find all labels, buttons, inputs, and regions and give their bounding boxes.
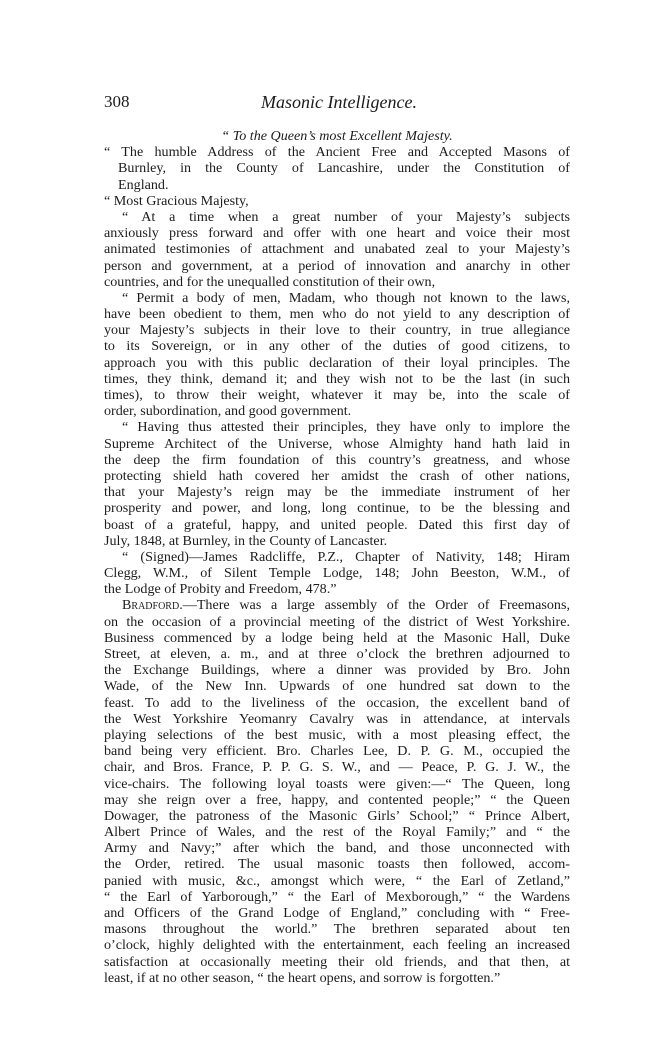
text-fragment: —There was a large assembly of the Order of Freemasons, bbox=[182, 597, 570, 614]
text-line: “ Permit a body of men, Madam, who though not known to the laws, bbox=[122, 289, 570, 306]
page-number: 308 bbox=[104, 92, 130, 111]
text-line: times, they think, demand it; and they wish not to be the last (in such bbox=[104, 370, 570, 387]
text-line: Army and Navy;” after which the band, and those unconnected with bbox=[104, 840, 570, 857]
text-line: the Exchange Buildings, where a dinner was provided by Bro. John bbox=[104, 662, 570, 679]
text-line: approach you with this public declaration of their loyal principles. The bbox=[104, 354, 570, 371]
text-line: “ Having thus attested their principles, they have only to implore the bbox=[122, 419, 570, 436]
text-line: “ the Earl of Yarborough,” “ the Earl of Mexborough,” “ the Wardens bbox=[104, 888, 570, 905]
text-line: prosperity and power, and long, long continue, to be the blessing and bbox=[104, 500, 570, 517]
text-line: countries, and for the unequalled constitution of their own, bbox=[104, 273, 436, 290]
text-line: to its Sovereign, or in any other of the duties of good citizens, to bbox=[104, 338, 570, 355]
text-line: July, 1848, at Burnley, in the County of Lancaster. bbox=[104, 532, 388, 549]
text-line: Dowager, the patroness of the Masonic Girls’ School;” “ Prince Albert, bbox=[104, 807, 570, 824]
text-line: times), to throw their weight, whatever it may be, into the scale of bbox=[104, 387, 570, 403]
text-line: Street, at eleven, a. m., and at three o’clock the brethren adjourned to bbox=[104, 646, 570, 662]
text-line: the Lodge of Probity and Freedom, 478.” bbox=[104, 581, 337, 598]
text-line: person and government, at a period of innovation and anarchy in other bbox=[104, 257, 570, 274]
text-line: have been obedient to them, men who do not yield to any description of bbox=[104, 306, 570, 323]
page-body bbox=[104, 128, 570, 986]
text-line: anxiously press forward and offer with one heart and voice their most bbox=[104, 225, 570, 242]
text-line: protecting shield hath covered her amidst the crash of other nations, bbox=[104, 467, 570, 484]
text-line: and Officers of the Grand Lodge of England,” concluding with “ Free- bbox=[104, 905, 570, 921]
text-line: may she reign over a free, happy, and contented people;” “ the Queen bbox=[104, 791, 570, 808]
text-line: Wade, of the New Inn. Upwards of one hundred sat down to the bbox=[104, 678, 570, 695]
text-line: “ Most Gracious Majesty, bbox=[104, 192, 249, 209]
text-line: chair, and Bros. France, P. P. G. S. W., and — Peace, P. G. J. W., the bbox=[104, 759, 570, 776]
text-line: band being very efficient. Bro. Charles Lee, D. P. G. M., occupied the bbox=[104, 743, 570, 760]
text-line: animated testimonies of attachment and unabated zeal to your Majesty’s bbox=[104, 241, 570, 258]
text-line: playing selections of the best music, with a most pleasing effect, the bbox=[104, 726, 570, 743]
text-line: that your Majesty’s reign may be the immediate instrument of her bbox=[104, 484, 570, 501]
text-line: panied with music, &c., amongst which were, “ the Earl of Zetland,” bbox=[104, 872, 570, 889]
address-heading: “ To the Queen’s most Excellent Majesty. bbox=[221, 128, 453, 144]
text-line: boast of a grateful, happy, and united people. Dated this first day of bbox=[104, 516, 570, 533]
text-line: least, if at no other season, “ the heart opens, and sorrow is forgotten.” bbox=[104, 969, 501, 986]
paragraph-bradford-first-line bbox=[104, 597, 570, 613]
text-line: “ At a time when a great number of your Majesty’s subjects bbox=[122, 208, 570, 225]
text-line: order, subordination, and good government. bbox=[104, 403, 352, 420]
text-line: “ The humble Address of the Ancient Free and Accepted Masons of bbox=[104, 144, 570, 161]
text-line: masons throughout the world.” The brethren separated about ten bbox=[104, 921, 570, 938]
text-line: feast. To add to the liveliness of the occasion, the excellent band of bbox=[104, 694, 570, 711]
text-line: on the occasion of a provincial meeting of the district of West Yorkshire. bbox=[104, 613, 570, 630]
text-line: Burnley, in the County of Lancashire, under the Constitution of bbox=[118, 160, 570, 177]
text-line: satisfaction at occasionally meeting their old friends, and that then, at bbox=[104, 953, 570, 970]
running-title: Masonic Intelligence. bbox=[261, 92, 417, 112]
page-header bbox=[104, 92, 574, 116]
text-line: Clegg, W.M., of Silent Temple Lodge, 148; John Beeston, W.M., of bbox=[104, 565, 570, 582]
text-line: the Order, retired. The usual masonic toasts then followed, accom- bbox=[104, 856, 570, 873]
text-line: Albert Prince of Wales, and the rest of the Royal Family;” and “ the bbox=[104, 824, 570, 841]
text-line: the West Yorkshire Yeomanry Cavalry was in attendance, at intervals bbox=[104, 710, 570, 727]
text-line: vice-chairs. The following loyal toasts were given:—“ The Queen, long bbox=[104, 775, 570, 792]
text-line: Supreme Architect of the Universe, whose Almighty hand hath laid in bbox=[104, 435, 570, 452]
text-line: England. bbox=[118, 176, 169, 193]
text-line: “ (Signed)—James Radcliffe, P.Z., Chapter of Nativity, 148; Hiram bbox=[122, 548, 570, 565]
text-line: o’clock, highly delighted with the entertainment, each feeling an increased bbox=[104, 937, 570, 954]
place-name-bradford: Bradford. bbox=[122, 597, 183, 614]
text-line: your Majesty’s subjects in their love to their country, in true allegiance bbox=[104, 322, 570, 339]
text-line: Business commenced by a lodge being held at the Masonic Hall, Duke bbox=[104, 629, 570, 646]
text-line: the deep the firm foundation of this country’s greatness, and whose bbox=[104, 451, 570, 468]
